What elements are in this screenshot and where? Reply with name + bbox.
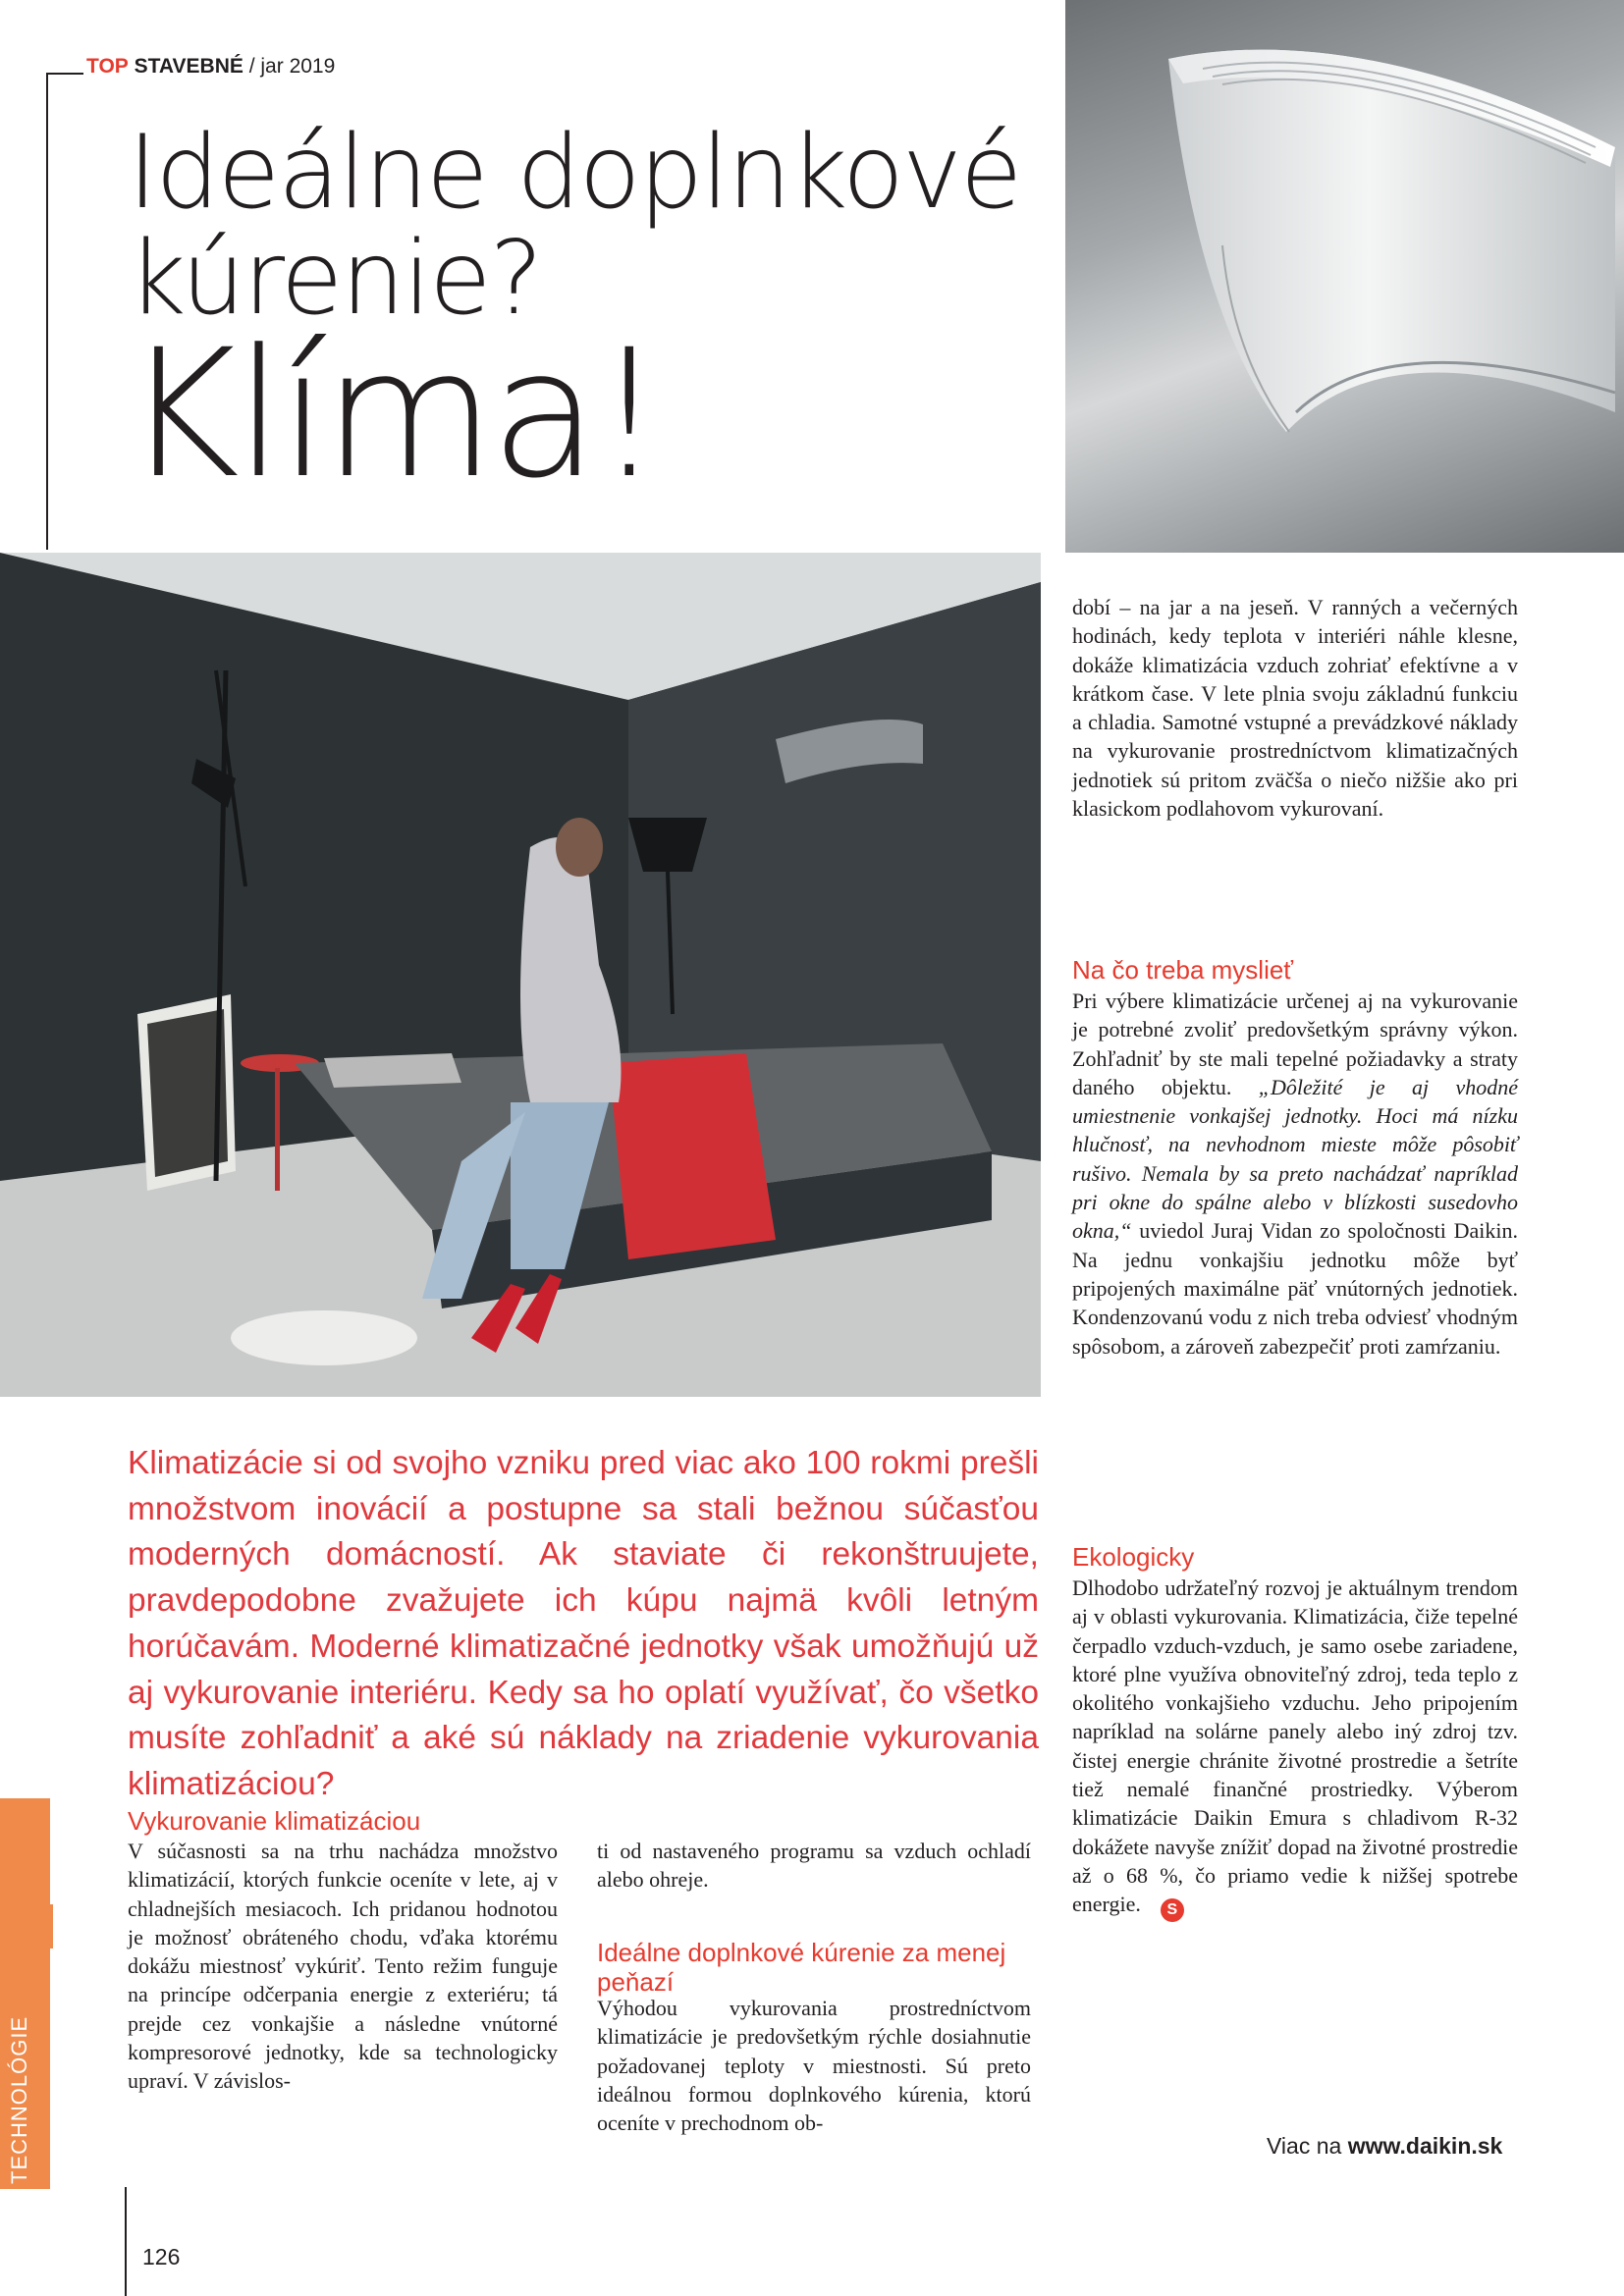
header-issue: jar 2019: [260, 55, 336, 78]
subheading-idealne: Ideálne doplnkové kúrenie za menej peňazí: [597, 1938, 1006, 1997]
text-outro: uviedol Juraj Vidan zo spoločnosti Daikin. Na jednu vonkajšiu jednotku môže byť pripojených maximálne päť vnútorných jednotiek. Kondenzovanú vodu z nich treba odviesť vhodným spôsobom, a zároveň zabezpečiť proti zamŕzaniu.: [1072, 1218, 1518, 1359]
corner-rule-vertical: [46, 73, 48, 550]
header-separator: /: [243, 55, 261, 78]
website-link[interactable]: www.daikin.sk: [1347, 2133, 1503, 2159]
column-1-text: V súčasnosti sa na trhu nachádza množstvo klimatizácií, ktorých funkcie oceníte v lete, aj v chladnejších mesiacoch. Ich pridanou hodnotou je možnosť obráteného chodu, vďaka ktorému dokážu miestnosť vykúriť. Tento režim funguje na princípe odčerpania energie z exteriéru; tá prejde cez vonkajšie a následne vnútorné kompresorové jednotky, kde sa technologicky upraví. V závislos-: [128, 1839, 558, 2094]
column-2-body: [597, 1994, 1031, 2137]
magazine-header: [86, 55, 335, 79]
column-3-section-1-text: [1072, 987, 1518, 1361]
page-number: 126: [142, 2244, 181, 2269]
column-1: [128, 1837, 558, 2096]
column-3-section-1: [1072, 987, 1518, 1361]
headline: [128, 114, 1021, 338]
column-3-section-2-text: [1072, 1574, 1518, 1922]
section-marker-tick: [50, 1904, 53, 1949]
footer-rule: [125, 2187, 127, 2296]
subheading-vykurovanie: Vykurovanie klimatizáciou: [128, 1806, 421, 1836]
ekologicky-text: Dlhodobo udržateľný rozvoj je aktuálnym trendom aj v oblasti vykurovania. Klimatizácia, čiže tepelné čerpadlo vzduch-vzduch, je samo osebe zariadene, ktoré plne využíva obnoviteľný zdroj, teda teplo z okolitého vonkajšieho vzduchu. Jeho pripojením napríklad na solárne panely alebo iný zdroj tzv. čistej energie chránite životné prostredie a šetríte tiež nemalé finančné prostriedky. Výberom klimatizácie Daikin Emura s chladivom R-32 dokážete navyše znížiť dopad na životné prostredie až o 68 %, čo priamo vedie k nižšej spotrebe energie.: [1072, 1575, 1518, 1917]
ac-unit-photo: [1065, 0, 1624, 553]
header-top: TOP: [86, 55, 129, 78]
more-info: [1267, 2133, 1502, 2160]
lead-paragraph: Klimatizácie si od svojho vzniku pred viac ako 100 rokmi prešli množstvom inovácií a postupne sa stali bežnou súčasťou moderných domácností. Ak staviate či rekonštruujete, pravdepodobne zvažujete ich kúpu najmä kvôli letným horúčavám. Moderné klimatizačné jednotky však umožňujú už aj vykurovanie interiéru. Kedy sa ho oplatí využívať, čo všetko musíte zohľadniť a aké sú náklady na zriadenie vykurovania klimatizáciou?: [128, 1445, 1039, 1802]
column-2-continuation: ti od nastaveného programu sa vzduch ochladí alebo ohreje.: [597, 1839, 1031, 1893]
subheading-na-co-treba-mysliet: Na čo treba myslieť: [1072, 955, 1294, 985]
end-mark-icon: S: [1161, 1898, 1184, 1922]
more-prefix: Viac na: [1267, 2133, 1348, 2159]
quote: „Dôležité je aj vhodné umiestnenie vonkajšej jednotky. Hoci má nízku hlučnosť, na nevhodnom mieste môže pôsobiť rušivo. Nemala by sa preto nachádzať napríklad pri okne do spálne alebo v blízkosti susedovho okna,“: [1072, 1074, 1518, 1244]
column-3: [1072, 593, 1518, 823]
column-2-text: Výhodou vykurovania prostredníctvom klimatizácie je predovšetkým rýchle dosiahnutie požadovanej teploty v miestnosti. Sú preto ideálnou formou doplnkového kúrenia, ktorú oceníte v prechodnom ob-: [597, 1996, 1031, 2136]
headline-line3: Klíma!: [124, 312, 660, 517]
bedroom-illustration: [0, 553, 1041, 1397]
column-3-continuation: dobí – na jar a na jeseň. V ranných a večerných hodinách, kedy teplota v interiéri náhle klesne, dokáže klimatizácia vzduch zohriať efektívne a v krátkom čase. V lete plnia svoju základnú funkciu a chladia. Samotné vstupné a prevádzkové náklady na vykurovanie prostredníctvom klimatizačných jednotiek sú pritom zväčša o niečo nižšie ako pri klasickom podlahovom vykurovaní.: [1072, 595, 1518, 822]
corner-rule-horizontal: [46, 73, 83, 75]
text-intro: Pri výbere klimatizácie určenej aj na vykurovanie je potrebné zvoliť predovšetkým správny výkon. Zohľadniť by ste mali tepelné požiadavky a straty daného objektu.: [1072, 988, 1518, 1099]
column-3-section-2: [1072, 1574, 1518, 1922]
subheading-ekologicky: Ekologicky: [1072, 1542, 1195, 1572]
headline-line2: kúrenie?: [128, 220, 542, 338]
header-stavebne: STAVEBNÉ: [134, 55, 244, 78]
bedroom-photo: [0, 553, 1041, 1397]
ac-unit-illustration: [1065, 0, 1624, 553]
section-label: TECHNOLÓGIE: [7, 2015, 31, 2184]
column-2: [597, 1837, 1031, 1895]
headline-line1: Ideálne doplnkové: [128, 114, 1021, 232]
